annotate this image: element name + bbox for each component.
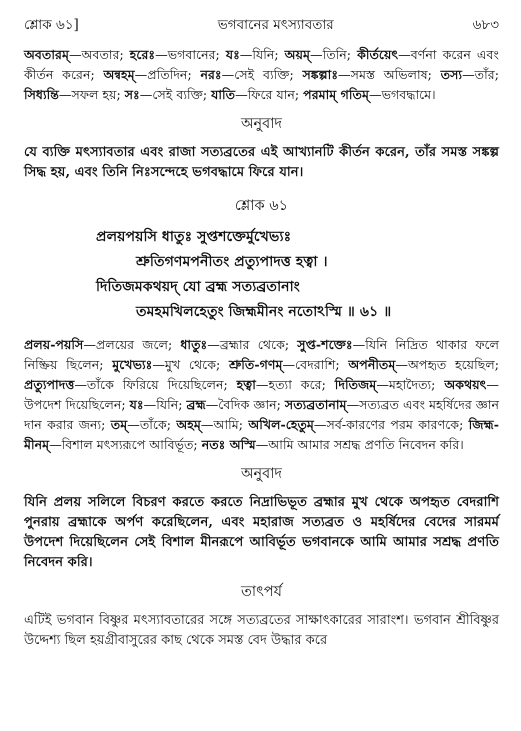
translation-heading-60: অনুবাদ xyxy=(240,116,283,132)
header-verse-ref: শ্লোক ৬১] xyxy=(24,17,79,33)
gloss-term: অকথয়ৎ xyxy=(444,377,487,392)
gloss-meaning: উপদেশ দিয়েছিলেন; xyxy=(24,397,126,412)
gloss-meaning: তাঁর; xyxy=(474,67,499,82)
gloss-term: শ্রুতি-গণম্ xyxy=(228,357,283,372)
gloss-meaning: তাঁকে ফিরিয়ে দিয়েছিলেন; xyxy=(86,377,228,392)
gloss-term: অপনীতম্ xyxy=(348,357,396,372)
translation-heading-61: অনুবাদ xyxy=(240,466,283,482)
verse-61 xyxy=(24,225,499,325)
gloss-term: অহম্ xyxy=(176,417,201,432)
gloss-term: দিতিজম্ xyxy=(334,377,377,392)
gloss-term: পরমাম্ গতিম্ xyxy=(303,87,369,102)
verse-line: দিতিজমকথয়দ্ যো ব্রহ্ম সত্যব্রতানাং xyxy=(96,279,300,295)
gloss-meaning: ভগবদ্ধামে। xyxy=(381,87,436,102)
gloss-meaning: তাঁকে; xyxy=(139,417,172,432)
page-header xyxy=(24,14,499,37)
gloss-term: সুপ্ত-শক্তেঃ xyxy=(297,337,353,352)
gloss-meaning: সর্ব-কারণের পরম কারণকে; xyxy=(326,417,464,432)
gloss-meaning: আমি; xyxy=(213,417,244,432)
gloss-meaning: বিশাল মৎস্যরূপে আবির্ভূত; xyxy=(61,437,198,452)
gloss-term: সঙ্কল্পাঃ xyxy=(302,67,339,82)
gloss-meaning: ব্রহ্মার থেকে; xyxy=(219,337,290,352)
purport-text: এটিই ভগবান বিষ্ণুর মৎস্যাবতারের সঙ্গে সত্যব্রতের সাক্ষাৎকারের সারাংশ। ভগবান শ্রীবিষ্ণুর উদ্দেশ্য ছিল হয়গ্রীবাসুরের কাছ থেকে সমস্ত বেদ উদ্ধার করে xyxy=(24,613,499,648)
gloss-meaning: যিনি; xyxy=(156,397,183,412)
verse-line: প্রলয়পয়সি ধাতুঃ সুপ্তশক্তের্মুখেভ্যঃ xyxy=(96,229,292,245)
gloss-meaning: বৈদিক জ্ঞান; xyxy=(218,397,281,412)
gloss-term: যঃ xyxy=(129,397,144,412)
gloss-term: ধাতুঃ xyxy=(180,337,208,352)
translation-60: যে ব্যক্তি মৎস্যাবতার এবং রাজা সত্যব্রতের এই আখ্যানটি কীর্তন করেন, তাঁর সমস্ত সঙ্কল্প সিদ্ধ হয়, এবং তিনি নিঃসন্দেহে ভগবদ্ধামে ফিরে যান। xyxy=(24,145,499,180)
gloss-meaning: বর্ণনা করেন এবং কীর্তন করেন; xyxy=(24,47,499,82)
gloss-term: তস্য xyxy=(440,67,463,82)
gloss-meaning: সফল হয়; xyxy=(71,87,121,102)
gloss-term: ব্রহ্ম xyxy=(186,397,206,412)
verse-line: তমহমখিলহেতুং জিহ্মমীনং নতোঽস্মি ॥ ৬১ ॥ xyxy=(136,304,392,320)
gloss-meaning: যিনি নিদ্রিত থাকার ফলে নিষ্ক্রিয় ছিলেন; xyxy=(24,337,499,372)
purport-heading: তাৎপর্য xyxy=(240,584,283,600)
gloss-meaning: ফিরে যান; xyxy=(247,87,300,102)
gloss-meaning: সমস্ত অভিলাষ; xyxy=(350,67,432,82)
gloss-term: অন্বহম্ xyxy=(103,67,135,82)
gloss-term: তম্ xyxy=(110,417,128,432)
gloss-meaning: সেই ব্যক্তি; xyxy=(234,67,294,82)
gloss-term: সঃ xyxy=(124,87,140,102)
gloss-meaning: সেই ব্যক্তি; xyxy=(152,87,208,102)
gloss-meaning: আমি আমার সশ্রদ্ধ প্রণতি নিবেদন করি। xyxy=(268,437,464,452)
gloss-term: হরেঃ xyxy=(129,47,156,62)
gloss-term: অবতারম্ xyxy=(24,47,69,62)
gloss-term: যঃ xyxy=(225,47,240,62)
gloss-meaning: মুখ থেকে; xyxy=(164,357,221,372)
gloss-meaning: বেদরাশি; xyxy=(295,357,340,372)
gloss-meaning: মহাদৈত্য; xyxy=(388,377,436,392)
gloss-term: জিহ্ম-মীনম্ xyxy=(24,417,499,452)
gloss-term: কীর্তয়েৎ xyxy=(357,47,399,62)
gloss-term: প্রলয়-পয়সি xyxy=(24,337,84,352)
gloss-term: হত্বা xyxy=(236,377,256,392)
gloss-meaning: যিনি; xyxy=(252,47,279,62)
translation-61: যিনি প্রলয় সলিলে বিচরণ করতে করতে নিদ্রাভিভূত ব্রহ্মার মুখ থেকে অপহৃত বেদরাশি পুনরায় ব্রহ্মাকে অর্পণ করেছিলেন, এবং মহারাজ সত্যব্রত ও মহর্ষিদের বেদের সারমর্ম উপদেশ দিয়েছিলেন সেই বিশাল মীনরূপে আবির্ভূত ভগবানকে আমি আমার সশ্রদ্ধ প্রণতি নিবেদন করি। xyxy=(24,495,499,570)
gloss-term: সিধ্যন্তি xyxy=(24,87,59,102)
gloss-term: অখিল-হেতুম্ xyxy=(248,417,314,432)
gloss-term: নরঃ xyxy=(200,67,222,82)
gloss-meaning: প্রলয়ের জলে; xyxy=(95,337,173,352)
gloss-meaning: অবতার; xyxy=(81,47,124,62)
verse-heading-61: শ্লোক ৬১ xyxy=(234,198,289,214)
word-for-word-60: অবতারম্—অবতার; হরেঃ—ভগবানের; যঃ—যিনি; অয়ম্—তিনি; কীর্তয়েৎ—বর্ণনা করেন এবং কীর্তন করেন; অন্বহম্—প্রতিদিন; নরঃ—সেই ব্যক্তি; সঙ্কল্পাঃ—সমস্ত অভিলাষ; তস্য—তাঁর; সিধ্যন্তি—সফল হয়; সঃ—সেই ব্যক্তি; যাতি—ফিরে যান; পরমাম্ গতিম্—ভগবদ্ধামে। xyxy=(24,47,499,102)
gloss-term: প্রত্যুপাদত্ত xyxy=(24,377,75,392)
gloss-meaning: প্রতিদিন; xyxy=(147,67,192,82)
header-page-number: ৬৮৩ xyxy=(472,17,499,33)
gloss-term: সত্যব্রতানাম্ xyxy=(284,397,347,412)
gloss-term: অয়ম্ xyxy=(284,47,310,62)
gloss-term: নতঃ অস্মি xyxy=(201,437,256,452)
gloss-meaning: তিনি; xyxy=(322,47,352,62)
gloss-meaning: ভগবানের; xyxy=(167,47,220,62)
gloss-meaning: হত্যা করে; xyxy=(268,377,326,392)
gloss-term: যাতি xyxy=(211,87,236,102)
header-chapter-title: ভগবানের মৎস্যাবতার xyxy=(217,17,334,33)
word-for-word-61: প্রলয়-পয়সি—প্রলয়ের জলে; ধাতুঃ—ব্রহ্মার থেকে; সুপ্ত-শক্তেঃ—যিনি নিদ্রিত থাকার ফলে নিষ্ক্রিয় ছিলেন; মুখেভ্যঃ—মুখ থেকে; শ্রুতি-গণম্—বেদরাশি; অপনীতম্—অপহৃত হয়েছিল; প্রত্যুপাদত্ত—তাঁকে ফিরিয়ে দিয়েছিলেন; হত্বা—হত্যা করে; দিতিজম্—মহাদৈত্য; অকথয়ৎ—উপদেশ দিয়েছিলেন; যঃ—যিনি; ব্রহ্ম—বৈদিক জ্ঞান; সত্যব্রতানাম্—সত্যব্রত এবং মহর্ষিদের জ্ঞান দান করার জন্য; তম্—তাঁকে; অহম্—আমি; অখিল-হেতুম্—সর্ব-কারণের পরম কারণকে; জিহ্ম-মীনম্—বিশাল মৎস্যরূপে আবির্ভূত; নতঃ অস্মি—আমি আমার সশ্রদ্ধ প্রণতি নিবেদন করি। xyxy=(24,337,499,452)
gloss-meaning: অপহৃত হয়েছিল; xyxy=(407,357,499,372)
gloss-term: মুখেভ্যঃ xyxy=(112,357,153,372)
verse-line: শ্রুতিগণমপনীতং প্রত্যুপাদত্ত হত্বা । xyxy=(136,254,328,270)
gloss-meaning: সত্যব্রত এবং মহর্ষিদের জ্ঞান দান করার জন্য; xyxy=(24,397,499,432)
